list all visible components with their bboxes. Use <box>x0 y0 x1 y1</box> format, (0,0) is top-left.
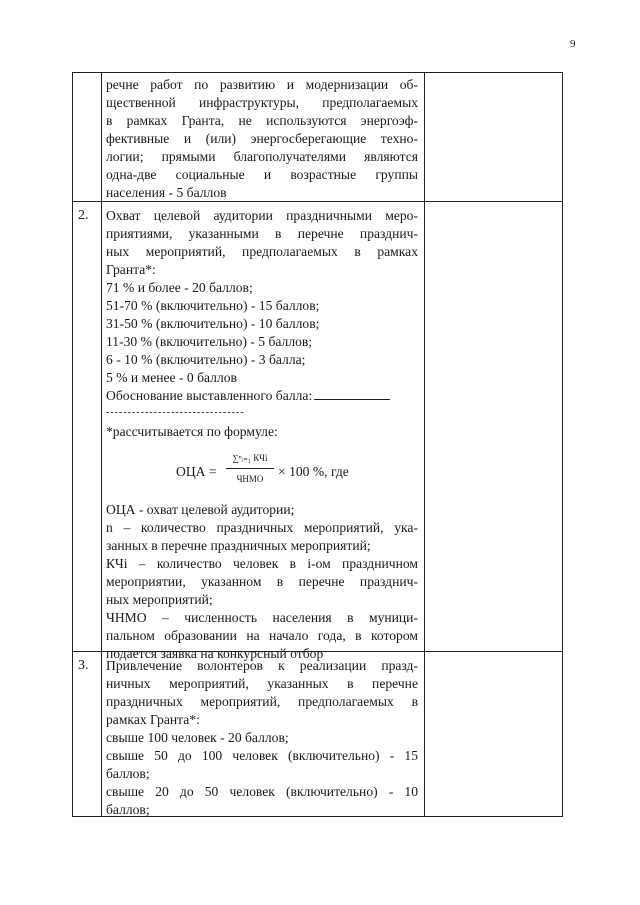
formula-denominator: ЧНМО <box>236 474 264 484</box>
row-1-criterion <box>106 76 418 202</box>
text-line: свыше 100 человек - 20 баллов; <box>106 730 289 745</box>
text-line: 11-30 % (включительно) - 5 баллов; <box>106 334 313 349</box>
text-line: щественной инфраструктуры, предполагаемых <box>106 95 418 110</box>
text-line: свыше 50 до 100 человек (включительно) - 15 <box>106 748 418 763</box>
row-3-number: 3. <box>78 658 89 673</box>
text-line: в рамках Гранта, не используются энергоэф- <box>106 113 418 128</box>
justification-line <box>106 387 418 405</box>
column-divider-2 <box>424 72 425 817</box>
text-line: фективные и (или) энергосберегающие техно- <box>106 131 418 146</box>
text-line: КЧi – количество человек в i-ом праздничном <box>106 556 418 571</box>
text-line: пальном образовании на начало года, в котором <box>106 628 418 643</box>
text-line: логии; прямыми благополучателями являются <box>106 149 418 164</box>
text-line: приятиями, указанными в перечне празднич- <box>106 226 418 241</box>
text-line: 6 - 10 % (включительно) - 3 балла; <box>106 352 306 367</box>
text-line: ничных мероприятий, указанных в перечне <box>106 676 418 691</box>
justification-blank-field <box>314 387 390 400</box>
text-line: Охват целевой аудитории праздничными меро- <box>106 208 418 223</box>
page-number: 9 <box>570 38 576 50</box>
formula-lhs: ОЦА = <box>176 464 217 479</box>
text-line: ных мероприятий, предполагаемых в рамках <box>106 244 418 259</box>
text-line: рамках Гранта*: <box>106 712 200 727</box>
text-line: занных в перечне праздничных мероприятий; <box>106 538 371 553</box>
text-line: ЧНМО – численность населения в муници- <box>106 610 418 625</box>
text-line: 5 % и менее - 0 баллов <box>106 370 237 385</box>
row-3-criterion <box>106 657 418 819</box>
text-line: праздничных мероприятий, предполагаемых в <box>106 694 418 709</box>
text-line: 71 % и более - 20 баллов; <box>106 280 253 295</box>
text-line: 51-70 % (включительно) - 15 баллов; <box>106 298 320 313</box>
formula-numerator: ∑ⁿᵢ₌₁ КЧi <box>226 449 274 469</box>
formula-intro: *рассчитывается по формуле: <box>106 424 278 439</box>
text-line: 31-50 % (включительно) - 10 баллов; <box>106 316 320 331</box>
text-line: n – количество праздничных мероприятий, ука- <box>106 520 418 535</box>
text-line: свыше 20 до 50 человек (включительно) - 10 <box>106 784 418 799</box>
text-line: ных мероприятий; <box>106 592 213 607</box>
formula-fraction <box>226 449 274 488</box>
column-divider-1 <box>101 72 102 817</box>
table-right-border <box>562 72 563 817</box>
justification-label: Обоснование выставленного балла: <box>106 388 313 403</box>
formula-rhs: × 100 %, где <box>278 464 349 479</box>
text-line: одна-две социальные и возрастные группы <box>106 167 418 182</box>
text-line: мероприятии, указанном в перечне празднич- <box>106 574 418 589</box>
text-line: Привлечение волонтеров к реализации празд- <box>106 658 418 673</box>
table-left-border <box>72 72 73 817</box>
text-line: Гранта*: <box>106 262 156 277</box>
table-top-border <box>72 72 563 73</box>
text-line: населения - 5 баллов <box>106 185 227 200</box>
text-line: ОЦА - охват целевой аудитории; <box>106 502 295 517</box>
text-line: баллов; <box>106 802 150 817</box>
row-2-number: 2. <box>78 208 89 223</box>
row-2-criterion <box>106 207 418 663</box>
text-line: подается заявка на конкурсный отбор <box>106 646 324 661</box>
text-line: речне работ по развитию и модернизации об- <box>106 77 418 92</box>
ota-formula <box>106 447 418 491</box>
footnote-separator: -------------------------------- <box>106 407 245 418</box>
text-line: баллов; <box>106 766 150 781</box>
